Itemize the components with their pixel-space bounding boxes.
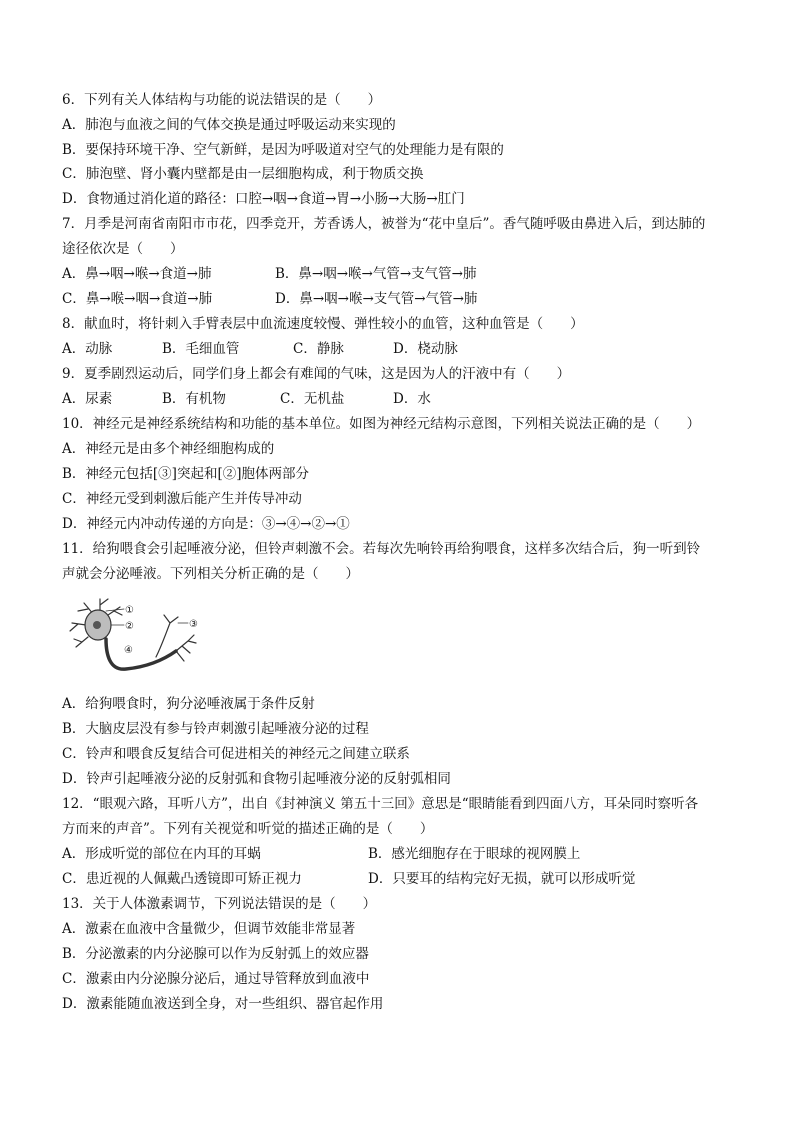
dendrite: [70, 623, 86, 631]
q7-option-b: B．鼻→咽→喉→气管→支气管→肺: [275, 266, 477, 282]
neuron-drawing: [66, 595, 216, 685]
q8-option-d: D．桡动脉: [393, 341, 458, 357]
q13-option-a: A．激素在血液中含量微少，但调节效能非常显著: [62, 921, 356, 937]
q11-stem-line2: 声就会分泌唾液。下列相关分析正确的是（ ）: [62, 566, 359, 582]
q13-stem: 13．关于人体激素调节，下列说法错误的是（ ）: [62, 896, 377, 912]
q11-option-c: C．铃声和喂食反复结合可促进相关的神经元之间建立联系: [62, 746, 410, 762]
q9-stem: 9．夏季剧烈运动后，同学们身上都会有难闻的气味，这是因为人的汗液中有（ ）: [62, 366, 571, 382]
q11-option-d: D．铃声引起唾液分泌的反射弧和食物引起唾液分泌的反射弧相同: [62, 771, 451, 787]
q7-option-c: C．鼻→喉→咽→食道→肺: [62, 291, 213, 307]
q11-option-a: A．给狗喂食时，狗分泌唾液属于条件反射: [62, 696, 315, 712]
q10-option-a: A．神经元是由多个神经细胞构成的: [62, 441, 275, 457]
q11-stem-line1: 11．给狗喂食会引起唾液分泌，但铃声刺激不会。若每次先响铃再给狗喂食，这样多次结合后，狗一听到铃: [62, 541, 701, 557]
q12-option-a: A．形成听觉的部位在内耳的耳蜗: [62, 846, 261, 862]
q12-option-d: D．只要耳的结构完好无损，就可以形成听觉: [368, 871, 636, 887]
q9-option-c: C．无机盐: [280, 391, 345, 407]
q6-option-b: B．要保持环境干净、空气新鲜，是因为呼吸道对空气的处理能力是有限的: [62, 142, 504, 158]
q6-option-a: A．肺泡与血液之间的气体交换是通过呼吸运动来实现的: [62, 117, 396, 133]
q8-option-b: B．毛细血管: [162, 341, 240, 357]
q10-stem: 10．神经元是神经系统结构和功能的基本单位。如图为神经元结构示意图，下列相关说法正确的是（ ）: [62, 416, 701, 432]
q7-option-a: A．鼻→咽→喉→食道→肺: [62, 266, 212, 282]
label-3: ③: [189, 619, 198, 630]
q12-option-c: C．患近视的人佩戴凸透镜即可矫正视力: [62, 871, 302, 887]
q9-option-a: A．尿素: [62, 391, 113, 407]
axon: [106, 639, 176, 669]
q7-stem-line2: 途径依次是（ ）: [62, 241, 184, 257]
neuron-diagram: [66, 595, 216, 685]
label-1: ①: [125, 605, 134, 616]
dendrite: [100, 599, 108, 611]
q6-option-d: D．食物通过消化道的路径：口腔→咽→食道→胃→小肠→大肠→肛门: [62, 191, 465, 207]
q9-option-b: B．有机物: [162, 391, 226, 407]
q12-stem-line1: 12．“眼观六路，耳听八方”，出自《封神演义 第五十三回》意思是“眼睛能看到四面八方，耳朵同时察听各: [62, 796, 699, 812]
q13-option-d: D．激素能随血液送到全身，对一些组织、器官起作用: [62, 996, 384, 1012]
label-2: ②: [125, 621, 134, 632]
q8-option-c: C．静脉: [293, 341, 344, 357]
q10-option-d: D．神经元内冲动传递的方向是：③→④→②→①: [62, 516, 350, 532]
q9-option-d: D．水: [393, 391, 431, 407]
q6-stem: 6．下列有关人体结构与功能的说法错误的是（ ）: [62, 92, 382, 108]
q13-option-b: B．分泌激素的内分泌腺可以作为反射弧上的效应器: [62, 946, 369, 962]
q13-option-c: C．激素由内分泌腺分泌后，通过导管释放到血液中: [62, 971, 370, 987]
axon-terminal: [176, 635, 196, 661]
nucleus: [93, 621, 101, 629]
q12-stem-line2: 方而来的声音”。下列有关视觉和听觉的描述正确的是（ ）: [62, 821, 434, 837]
q8-stem: 8．献血时，将针刺入手臂表层中血流速度较慢、弹性较小的血管，这种血管是（ ）: [62, 316, 584, 332]
dendrite: [108, 607, 122, 615]
q7-stem-line1: 7．月季是河南省南阳市市花，四季竞开，芳香诱人，被誉为“花中皇后”。香气随呼吸由鼻进入后，到达肺的: [62, 216, 706, 232]
q10-option-c: C．神经元受到刺激后能产生并传导冲动: [62, 491, 302, 507]
q10-option-b: B．神经元包括[③]突起和[②]胞体两部分: [62, 466, 309, 482]
q6-option-c: C．肺泡壁、肾小囊内壁都是由一层细胞构成，利于物质交换: [62, 166, 424, 182]
label-4: ④: [124, 645, 133, 656]
dendrite: [74, 637, 88, 647]
q12-option-b: B．感光细胞存在于眼球的视网膜上: [368, 846, 581, 862]
q11-option-b: B．大脑皮层没有参与铃声刺激引起唾液分泌的过程: [62, 721, 369, 737]
q7-option-d: D．鼻→咽→喉→支气管→气管→肺: [275, 291, 478, 307]
q8-option-a: A．动脉: [62, 341, 113, 357]
